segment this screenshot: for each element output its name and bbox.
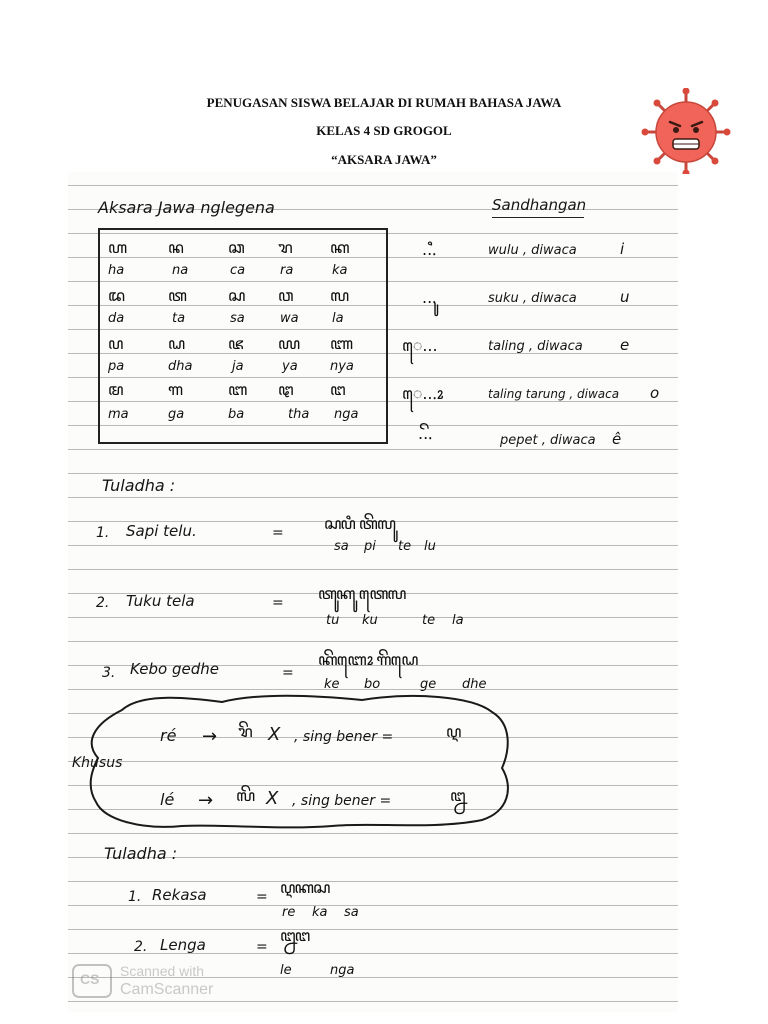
aksara-glyph: ꦤ xyxy=(168,238,183,257)
example-syllable: le xyxy=(280,963,292,978)
sandhangan-desc: suku , diwaca xyxy=(488,291,577,306)
example-aksara: ꦉꦏꦱ xyxy=(280,878,330,897)
aksara-latin: ba xyxy=(228,407,245,422)
example-aksara: ꦠꦸꦏꦸ ꦠꦺꦭ xyxy=(318,584,406,603)
aksara-glyph: ꦏ xyxy=(330,238,349,257)
tuladha-title: Tuladha : xyxy=(104,844,178,863)
header-class: KELAS 4 SD GROGOL xyxy=(316,123,452,138)
khusus-text: , sing bener = xyxy=(292,793,392,809)
example-syllable: ka xyxy=(312,905,328,920)
example-syllable: te xyxy=(398,539,412,554)
example-equals: = xyxy=(272,525,284,541)
sandhangan-mark: ...ꦸ xyxy=(422,288,437,307)
example-syllable: sa xyxy=(334,539,349,554)
example-syllable: pi xyxy=(364,539,376,554)
arrow-right-icon: → xyxy=(198,790,214,811)
example-word: Lenga xyxy=(160,936,206,954)
example-syllable: ku xyxy=(362,613,378,628)
example-number: 1. xyxy=(128,889,142,905)
sandhangan-mark: ...ꦼ xyxy=(418,424,433,443)
aksara-latin: pa xyxy=(108,359,125,374)
example-aksara: ꦏꦼꦧꦺꦴ ꦒꦼꦝꦺ xyxy=(318,650,418,669)
khusus-label: Khusus xyxy=(72,755,123,771)
aksara-glyph: ꦠ xyxy=(168,286,186,305)
khusus-word: ré xyxy=(160,726,177,745)
khusus-wrong-aksara: ꦭꦼ xyxy=(236,786,255,805)
aksara-latin: tha xyxy=(288,407,310,422)
aksara-glyph: ꦱ xyxy=(228,286,245,305)
example-word: Tuku tela xyxy=(126,592,195,610)
aksara-glyph: ꦒ xyxy=(168,380,183,399)
aksara-latin: ma xyxy=(108,407,129,422)
example-aksara: ꦱꦥꦶ ꦠꦼꦭꦸ xyxy=(324,514,395,533)
khusus-wrong-aksara: ꦫꦼ xyxy=(238,722,252,741)
sandhangan-desc: wulu , diwaca xyxy=(488,243,577,258)
virus-emoji-icon xyxy=(628,88,744,174)
aksara-latin: sa xyxy=(230,311,245,326)
aksara-glyph: ꦲ xyxy=(108,238,127,257)
aksara-latin: ya xyxy=(282,359,298,374)
aksara-glyph: ꦗ xyxy=(228,334,243,353)
khusus-correct-aksara: ꦉ xyxy=(446,722,461,741)
cross-mark-icon: X xyxy=(266,788,279,809)
aksara-glyph: ꦭ xyxy=(330,286,349,305)
khusus-cloud-outline xyxy=(82,690,516,830)
sandhangan-desc: taling , diwaca xyxy=(488,339,583,354)
example-syllable: sa xyxy=(344,905,359,920)
sandhangan-desc: taling tarung , diwaca xyxy=(488,387,620,401)
aksara-latin: da xyxy=(108,311,125,326)
example-equals: = xyxy=(272,595,284,611)
example-syllable: dhe xyxy=(462,677,487,692)
header-topic: “AKSARA JAWA” xyxy=(331,152,437,167)
aksara-latin: ra xyxy=(280,263,294,278)
khusus-text: , sing bener = xyxy=(294,729,394,745)
arrow-right-icon: → xyxy=(202,726,218,747)
nglegena-title: Aksara Jawa nglegena xyxy=(98,198,275,217)
sandhangan-vowel: u xyxy=(620,288,630,306)
aksara-glyph: ꦛ xyxy=(278,380,293,399)
example-word: Kebo gedhe xyxy=(130,660,220,678)
sandhangan-underline xyxy=(492,217,584,218)
aksara-latin: ha xyxy=(108,263,125,278)
sandhangan-vowel: ê xyxy=(612,430,622,448)
aksara-latin: nga xyxy=(334,407,359,422)
aksara-latin: wa xyxy=(280,311,299,326)
camscanner-badge: CS xyxy=(80,971,100,987)
aksara-latin: ta xyxy=(172,311,186,326)
example-syllable: nga xyxy=(330,963,355,978)
example-syllable: te xyxy=(422,613,436,628)
aksara-latin: ga xyxy=(168,407,185,422)
aksara-latin: la xyxy=(332,311,344,326)
sandhangan-mark: ...ꦶ xyxy=(422,240,437,259)
aksara-latin: ca xyxy=(230,263,246,278)
example-equals: = xyxy=(256,939,268,955)
header-title: PENUGASAN SISWA BELAJAR DI RUMAH BAHASA JAWA xyxy=(206,95,562,110)
sandhangan-title: Sandhangan xyxy=(492,196,587,214)
sandhangan-mark: ꦺ...ꦴ xyxy=(402,384,444,403)
khusus-correct-aksara: ꦊ xyxy=(450,786,465,805)
aksara-glyph: ꦮ xyxy=(278,286,293,305)
aksara-glyph: ꦫ xyxy=(278,238,292,257)
aksara-glyph: ꦕ xyxy=(228,238,244,257)
watermark-line1: Scanned with xyxy=(120,963,205,979)
aksara-latin: dha xyxy=(168,359,193,374)
aksara-glyph: ꦧ xyxy=(228,380,247,399)
example-syllable: la xyxy=(452,613,464,628)
example-number: 3. xyxy=(102,665,116,681)
sandhangan-desc: pepet , diwaca xyxy=(500,433,596,448)
aksara-glyph: ꦢ xyxy=(108,286,125,305)
aksara-glyph: ꦔ xyxy=(330,380,345,399)
example-equals: = xyxy=(282,665,294,681)
tuladha-title: Tuladha : xyxy=(102,476,176,495)
sandhangan-vowel: o xyxy=(650,384,660,402)
example-syllable: ke xyxy=(324,677,340,692)
cross-mark-icon: X xyxy=(268,724,281,745)
aksara-glyph: ꦥ xyxy=(108,334,123,353)
example-aksara: ꦊꦔ xyxy=(280,926,310,945)
aksara-glyph: ꦩ xyxy=(108,380,123,399)
camscanner-watermark xyxy=(72,962,242,1002)
example-equals: = xyxy=(256,889,268,905)
aksara-latin: nya xyxy=(330,359,354,374)
example-syllable: re xyxy=(282,905,296,920)
example-number: 2. xyxy=(96,595,110,611)
sandhangan-vowel: e xyxy=(620,336,630,354)
sandhangan-vowel: i xyxy=(620,240,625,258)
example-syllable: bo xyxy=(364,677,381,692)
khusus-word: lé xyxy=(160,790,175,809)
example-word: Rekasa xyxy=(152,886,207,904)
example-syllable: tu xyxy=(326,613,340,628)
aksara-glyph: ꦚ xyxy=(330,334,353,353)
aksara-latin: ja xyxy=(232,359,244,374)
aksara-glyph: ꦪ xyxy=(278,334,300,353)
notebook-page xyxy=(68,172,678,1012)
example-syllable: ge xyxy=(420,677,437,692)
example-syllable: lu xyxy=(424,539,436,554)
watermark-line2: CamScanner xyxy=(120,981,214,998)
example-number: 2. xyxy=(134,939,148,955)
aksara-latin: ka xyxy=(332,263,348,278)
aksara-latin: na xyxy=(172,263,189,278)
example-number: 1. xyxy=(96,525,110,541)
sandhangan-mark: ꦺ... xyxy=(402,336,438,355)
aksara-glyph: ꦝ xyxy=(168,334,185,353)
example-word: Sapi telu. xyxy=(126,522,197,540)
